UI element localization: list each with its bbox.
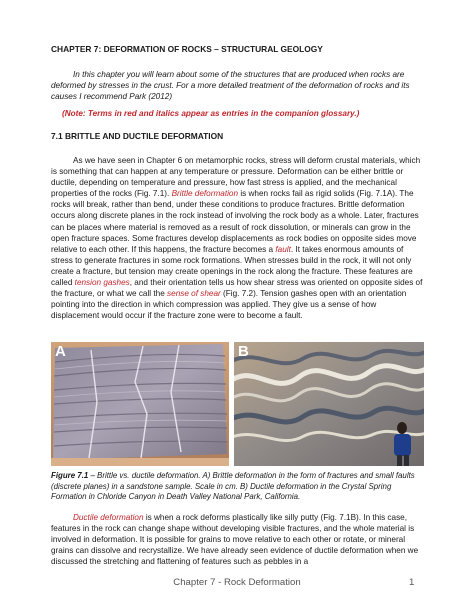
glossary-term-sense-of-shear[interactable]: sense of shear: [167, 289, 221, 299]
para1-text-4: , and their orientation tells us how shear stress was oriented on opposite sides of the fracture, or what we call the: [51, 278, 423, 299]
figure-image-a-brittle-sandstone: [51, 342, 229, 466]
intro-text: In this chapter you will learn about some of the structures that are produced when rocks are deformed by stresses in the crust. For a more detailed treatment of the deformation of rocks and its causes I recommend Park (2012): [51, 70, 410, 102]
figure-caption: [51, 471, 423, 503]
chapter-title: CHAPTER 7: DEFORMATION OF ROCKS – STRUCTURAL GEOLOGY: [51, 44, 323, 54]
figure-label-a: A: [55, 343, 66, 360]
para1-text-5: (Fig. 7.2). Tension gashes open with an orientation pointing into the direction in which compression was applied. They give us a sense of how displacement would occur if the fracture zone were to become a fault.: [51, 289, 407, 321]
glossary-note: (Note: Terms in red and italics appear as entries in the companion glossary.): [62, 109, 360, 118]
caption-text: – Brittle vs. ductile deformation. A) Brittle deformation in the form of fractures and small faults (discrete planes) in a sandstone sample. Scale in cm. B) Ductile deformation in the Crystal Spring Formation in Chloride Canyon in Death Valley National Park, California.: [51, 471, 415, 502]
folded-rock-photo: [234, 342, 424, 466]
section-heading: 7.1 BRITTLE AND DUCTILE DEFORMATION: [51, 131, 224, 141]
footer-chapter-title: Chapter 7 - Rock Deformation: [173, 577, 301, 588]
para1-text-1: As we have seen in Chapter 6 on metamorphic rocks, stress will deform crustal materials, which is something that can happen at any temperature or pressure. Deformation can be either brittle or ductile, depending on temperature and pressure, how fast stress is applied, and the mechanical properties of the rocks (Fig. 7.1).: [51, 156, 421, 199]
para1-text-2: is when rocks fail as rigid solids (Fig. 7.1A). The rocks will break, rather than bend, under these conditions to produce fractures. Brittle deformation occurs along discrete planes in the rock instead of involving the rock body as a whole. Later, fractures can be places where material is removed as a result of rock dissolution, or minerals can grow in the open fracture spaces. Some fractures develop displacements as rock bodies on opposite sides move relative to each other. If this happens, the fracture becomes a: [51, 189, 419, 254]
glossary-term-fault[interactable]: fault: [275, 244, 291, 254]
body-paragraph-2: [51, 512, 423, 567]
intro-paragraph: [51, 69, 423, 102]
body-paragraph-1: [51, 155, 423, 321]
page-number: 1: [409, 577, 415, 588]
figure-image-b-ductile-folds: [234, 342, 424, 466]
para1-text-3: . It takes enormous amounts of stress to generate fractures in some rock formations. When stresses build in the rock, it will not only create a fracture, but tension may create openings in the rock along the fracture. These features are called: [51, 244, 413, 288]
glossary-term-brittle-deformation[interactable]: Brittle deformation: [171, 189, 239, 199]
glossary-term-ductile-deformation[interactable]: Ductile deformation: [73, 513, 144, 522]
figure-label-b: B: [238, 343, 249, 360]
para2-text-1: is when a rock deforms plastically like silly putty (Fig. 7.1B). In this case, features in the rock can change shape without developing visible fractures, and the whole material is involved in deformation. It is possible for grains to move relative to each other or rotate, or mineral grains can dissolve and recrystallize. We have already seen evidence of ductile deformation when we discussed the stretching and flattening of features such as pebbles in a: [51, 513, 419, 567]
caption-figure-number: Figure 7.1: [51, 471, 89, 480]
glossary-term-tension-gashes[interactable]: tension gashes: [74, 278, 130, 288]
sandstone-photo: [51, 342, 229, 466]
